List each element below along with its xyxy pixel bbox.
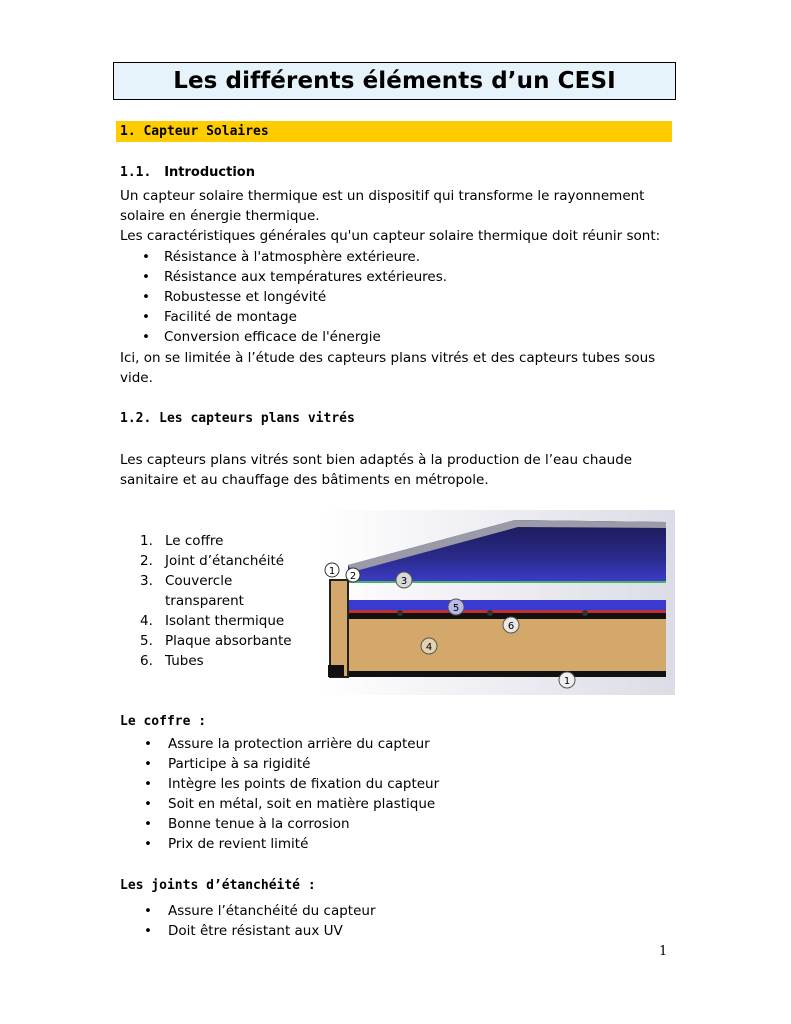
title-box bbox=[113, 62, 676, 100]
components-list bbox=[140, 531, 292, 671]
limit-line-1: Ici, on se limitée à l’étude des capteurs plans vitrés et des capteurs tubes sous bbox=[120, 350, 656, 366]
absorber-band bbox=[348, 600, 666, 610]
list-item: 3. Couvercle bbox=[140, 573, 233, 589]
joints-list bbox=[144, 901, 376, 941]
plans-line-2: sanitaire et au chauffage des bâtiments en métropole. bbox=[120, 472, 489, 488]
page-title: Les différents éléments d’un CESI bbox=[173, 68, 616, 94]
list-item: • Prix de revient limité bbox=[144, 836, 309, 852]
diagram-label-3: 3 bbox=[400, 576, 408, 587]
diagram-label-1-bottom: 1 bbox=[563, 676, 571, 687]
tube-mark bbox=[397, 610, 403, 616]
subsection-heading-introduction: 1.1. Introduction bbox=[120, 165, 255, 180]
absorber-plate bbox=[348, 610, 666, 613]
coffre-heading: Le coffre : bbox=[120, 714, 207, 729]
diagram-label-5: 5 bbox=[452, 603, 460, 614]
characteristics-list bbox=[142, 247, 447, 347]
list-item: • Participe à sa rigidité bbox=[144, 756, 311, 772]
section-heading-capteur-solaires: 1. Capteur Solaires bbox=[116, 121, 672, 142]
list-item: 5. Plaque absorbante bbox=[140, 633, 292, 649]
intro-line-2: solaire en énergie thermique. bbox=[120, 208, 320, 224]
list-item: • Résistance aux températures extérieures. bbox=[142, 269, 448, 285]
box-side bbox=[330, 580, 348, 677]
box-bottom bbox=[348, 671, 666, 677]
list-item: • Assure l’étanchéité du capteur bbox=[144, 903, 376, 919]
coffre-list bbox=[144, 734, 439, 854]
list-item: 6. Tubes bbox=[140, 653, 204, 669]
list-item: • Assure la protection arrière du capteur bbox=[144, 736, 430, 752]
list-item: • Soit en métal, soit en matière plastique bbox=[144, 796, 436, 812]
list-item: 2. Joint d’étanchéité bbox=[140, 553, 285, 569]
list-item: • Doit être résistant aux UV bbox=[144, 923, 343, 939]
list-item: transparent bbox=[165, 593, 244, 609]
list-item: • Facilité de montage bbox=[142, 309, 297, 325]
diagram-label-4: 4 bbox=[425, 642, 433, 653]
diagram-label-6: 6 bbox=[507, 621, 515, 632]
subsection-heading-plans-vitres: 1.2. Les capteurs plans vitrés bbox=[120, 411, 355, 426]
list-item: • Bonne tenue à la corrosion bbox=[144, 816, 350, 832]
list-item: • Conversion efficace de l'énergie bbox=[142, 329, 381, 345]
limit-line-2: vide. bbox=[120, 370, 153, 386]
page-number: 1 bbox=[659, 944, 668, 959]
intro-line-3: Les caractéristiques générales qu'un capteur solaire thermique doit réunir sont: bbox=[120, 228, 661, 244]
list-item: • Robustesse et longévité bbox=[142, 289, 327, 305]
list-item: • Résistance à l'atmosphère extérieure. bbox=[142, 249, 421, 265]
list-item: 1. Le coffre bbox=[140, 533, 224, 549]
diagram-label-1: 1 bbox=[328, 566, 336, 577]
list-item: 4. Isolant thermique bbox=[140, 613, 285, 629]
tube-mark bbox=[582, 610, 588, 616]
box-foot bbox=[328, 665, 344, 677]
joints-heading: Les joints d’étanchéité : bbox=[120, 878, 316, 893]
list-item: • Intègre les points de fixation du capteur bbox=[144, 776, 440, 792]
plans-line-1: Les capteurs plans vitrés sont bien adaptés à la production de l’eau chaude bbox=[120, 452, 633, 468]
diagram-label-2: 2 bbox=[349, 571, 357, 582]
intro-line-1: Un capteur solaire thermique est un dispositif qui transforme le rayonnement bbox=[120, 188, 645, 204]
tube-mark bbox=[487, 610, 493, 616]
solar-collector-diagram bbox=[320, 510, 675, 695]
